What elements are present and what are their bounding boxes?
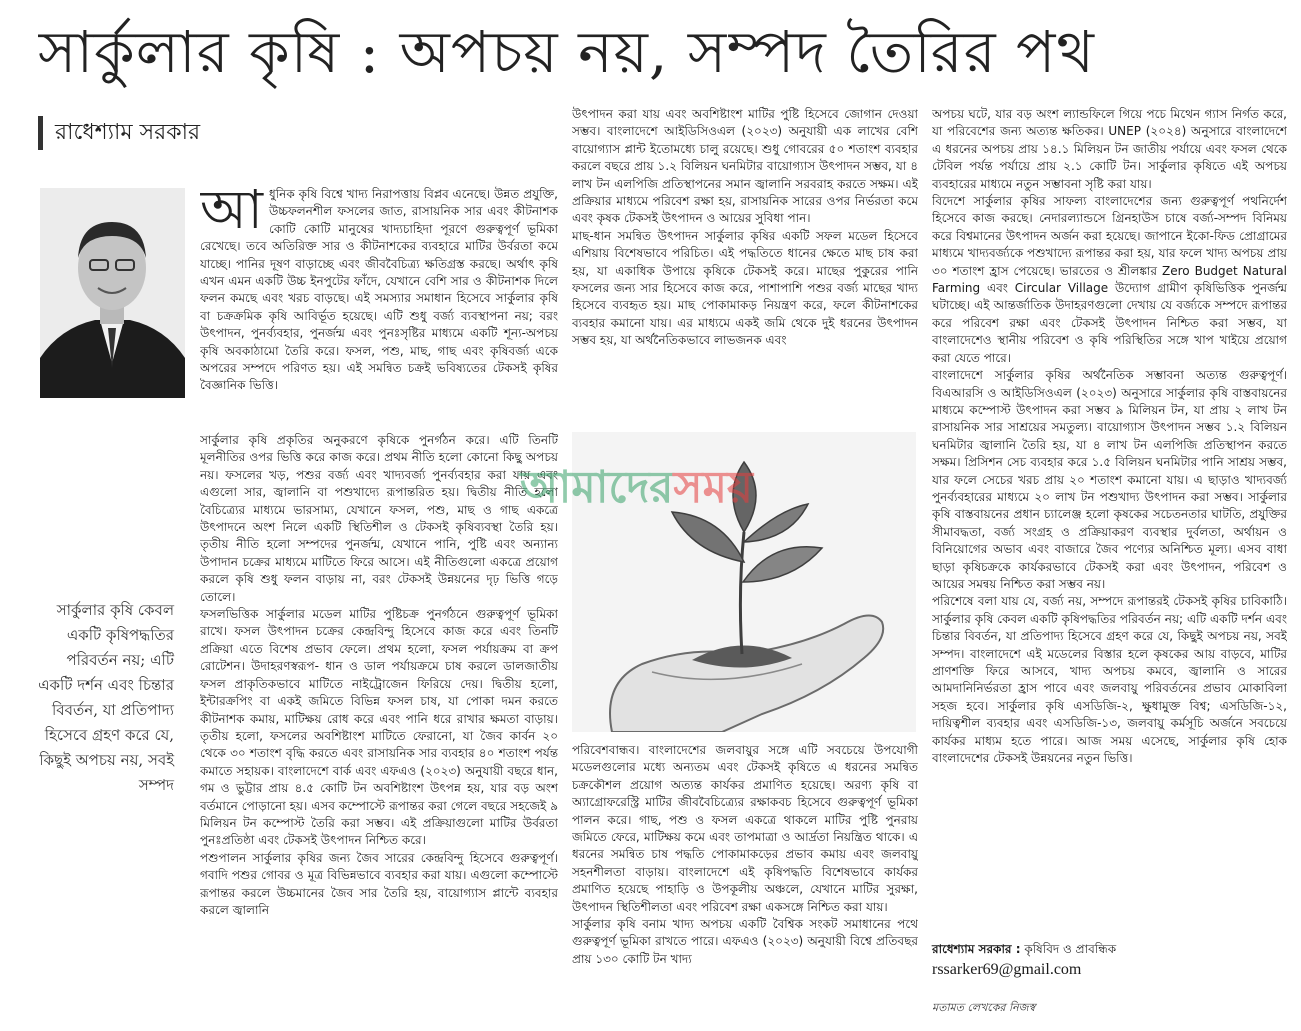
seedling-icon [572,432,916,732]
article-column-3 [932,106,1287,926]
author-photo [40,188,185,398]
hand-holding-seedling-illustration [572,432,916,732]
body-paragraph: বিদেশে সার্কুলার কৃষির সাফল্য বাংলাদেশের জন্য গুরুত্বপূর্ণ পথনির্দেশ হিসেবে কাজ করছে। নেদারল্যান্ডসে গ্রিনহাউস চাষে বর্জ্য-সম্পদ বিনিময় করে বিশ্বমানের উৎপাদন অর্জন করা হয়েছে। জাপানে ইকো-ফিড প্রোগ্রামের মাধ্যমে খাদ্যবর্জ্যকে পশুখাদ্যে রূপান্তর করা হয়, যার ফলে খাদ্য অপচয় প্রায় ৩০ শতাংশ হ্রাস পেয়েছে। ভারতের ও শ্রীলঙ্কার Zero Budget Natural Farming এবং Circular Village উদ্যোগ গ্রামীণ কৃষিভিত্তিক পুনর্জন্ম ঘটাচ্ছে। এই আন্তর্জাতিক উদাহরণগুলো দেখায় যে বর্জ্যকে সম্পদে রূপান্তর করে পরিবেশ রক্ষা এবং টেকসই উৎপাদন নিশ্চিত করা সম্ভব, যা বাংলাদেশেও স্থানীয় পরিবেশ ও কৃষি পরিস্থিতির সঙ্গে খাপ খাইয়ে প্রয়োগ করা যেতে পারে। [932,194,1287,365]
body-paragraph: বাংলাদেশে সার্কুলার কৃষির অর্থনৈতিক সম্ভাবনা অত্যন্ত গুরুত্বপূর্ণ। বিএআরসি ও আইডিসিওএল (২০২৩) অনুসারে সার্কুলার কৃষি বাস্তবায়নের মাধ্যমে কম্পোস্ট উৎপাদন করা সম্ভব ৯ মিলিয়ন টন, যা প্রায় ২ লাখ টন রাসায়নিক সার সাশ্রয়ের সমতুল্য। বায়োগ্যাস উৎপাদন সম্ভব ১.২ বিলিয়ন ঘনমিটার জ্বালানি তৈরি হয়, যা ৪ লাখ টন এলপিজি প্রতিস্থাপন করতে সক্ষম। প্রিসিশন সেচ ব্যবহার করে ১.৫ বিলিয়ন ঘনমিটার পানি সাশ্রয় সম্ভব, যার ফলে সেচের খরচ প্রায় ২০ শতাংশ কমানো যায়। এ ছাড়াও খাদ্যবর্জ্য পুনর্ব্যবহারের মাধ্যমে ২০ লাখ টন পশুখাদ্য উৎপাদন করা সম্ভব। সার্কুলার কৃষি বাস্তবায়নের প্রধান চ্যালেঞ্জ হলো কৃষকের সচেতনতার ঘাটতি, প্রযুক্তির সীমাবদ্ধতা, বর্জ্য সংগ্রহ ও প্রক্রিয়াকরণ ব্যবস্থার দুর্বলতা, অর্থায়ন ও বিনিয়োগের অভাব এবং বাজারে জৈব পণ্যের অনিশ্চিত মূল্য। এসব বাধা ছাড়া কৃষিচক্রকে কার্যকরভাবে টেকসই করা এবং উৎপাদন, পরিবেশ ও আয়ের সমন্বয় নিশ্চিত করা সম্ভব নয়। [932,368,1287,591]
article-column-1-bottom [200,432,558,1026]
author-byline: রাধেশ্যাম সরকার [38,116,200,150]
body-paragraph: ফসলভিত্তিক সার্কুলার মডেল মাটির পুষ্টিচক্র পুনর্গঠনে গুরুত্বপূর্ণ ভূমিকা রাখে। ফসল উৎপাদন চক্রের কেন্দ্রবিন্দু হিসেবে কাজ করে এবং তিনটি প্রক্রিয়া এতে বিশেষ প্রভাব ফেলে। প্রথম হলো, ফসল পর্যায়ক্রম বা ক্রপ রোটেশন। উদাহরণস্বরূপ- ধান ও ডাল পর্যায়ক্রমে চাষ করলে ডালজাতীয় ফসল প্রাকৃতিকভাবে মাটিতে নাইট্রোজেন ফিরিয়ে দেয়। দ্বিতীয় হলো, ইন্টারক্রপিং বা একই জমিতে বিভিন্ন ফসল চাষ, যা পোকা দমন করতে কীটনাশক কমায়, মাটিক্ষয় রোধ করে এবং পানি ধরে রাখার ক্ষমতা বাড়ায়। তৃতীয় হলো, ফসলের অবশিষ্টাংশ মাটিতে ফেরানো, যা জৈব কার্বন ২০ থেকে ৩০ শতাংশ বৃদ্ধি করতে এবং রাসায়নিক সার ব্যবহার ৪০ শতাংশ পর্যন্ত কমাতে সহায়ক। বাংলাদেশে বার্ক এবং এফএও (২০২৩) অনুযায়ী বছরে ধান, গম ও ভুট্টার প্রায় ৪.৫ কোটি টন অবশিষ্টাংশ উৎপন্ন হয়, যার বড় অংশ বর্তমানে পোড়ানো হয়। এসব কম্পোস্টে রূপান্তর করা গেলে বছরে সহজেই ৯ মিলিয়ন টন কম্পোস্ট তৈরি করা সম্ভব। এই প্রক্রিয়াগুলো মাটির উর্বরতা পুনঃপ্রতিষ্ঠা এবং টেকসই উৎপাদন নিশ্চিত করে। [200,607,558,848]
drop-cap: আ [200,186,263,241]
article-title: সার্কুলার কৃষি : অপচয় নয়, সম্পদ তৈরির পথ [38,18,1095,86]
article-column-2-bottom [572,742,918,1028]
pull-quote: সার্কুলার কৃষি কেবল একটি কৃষিপদ্ধতির পরিবর্তন নয়; এটি একটি দর্শন এবং চিন্তার বিবর্তন, যা প্রতিপাদ্য হিসেবে গ্রহণ করে যে, কিছুই অপচয় নয়, সবই সম্পদ [38,601,174,794]
body-paragraph: সার্কুলার কৃষি প্রকৃতির অনুকরণে কৃষিকে পুনর্গঠন করে। এটি তিনটি মূলনীতির ওপর ভিত্তি করে কাজ করে। প্রথম নীতি হলো কোনো কিছু অপচয় নয়। ফসলের খড়, পশুর বর্জ্য এবং খাদ্যবর্জ্য পুনর্ব্যবহার করা যায় এবং এগুলো সার, জ্বালানি বা পশুখাদ্যে রূপান্তরিত হয়। দ্বিতীয় নীতি হলো বৈচিত্র্যের মাধ্যমে ভারসাম্য, যেখানে ফসল, পশু, মাছ ও গাছ একত্রে উৎপাদনে অংশ নিলে একটি স্থিতিশীল ও টেকসই কৃষিব্যবস্থা তৈরি হয়। তৃতীয় নীতি হলো সম্পদের পুনর্জন্ম, যেখানে পানি, পুষ্টি এবং অন্যান্য উপাদান চক্রের মাধ্যমে মাটিতে ফিরে আসে। এই নীতিগুলো একত্রে প্রয়োগ করলে কৃষি শুধু ফলন বাড়ায় না, বরং টেকসই উন্নয়নের দৃঢ় ভিত্তি গড়ে তোলে। [200,433,558,604]
article-column-2-top [572,106,918,414]
author-credit-name: রাধেশ্যাম সরকার : [932,942,1021,956]
author-portrait-image [40,188,185,398]
author-email: rssarker69@gmail.com [932,961,1082,978]
body-paragraph: পরিশেষে বলা যায় যে, বর্জ্য নয়, সম্পদে রূপান্তরই টেকসই কৃষির চাবিকাঠি। সার্কুলার কৃষি কেবল একটি কৃষিপদ্ধতির পরিবর্তন নয়; এটি একটি দর্শন এবং চিন্তার বিবর্তন, যা প্রতিপাদ্য হিসেবে গ্রহণ করে যে, কিছুই অপচয় নয়, সবই সম্পদ। বাংলাদেশে এই মডেলের বিস্তার হলে কৃষকের আয় বাড়বে, মাটির প্রাণশক্তি ফিরে আসবে, খাদ্য অপচয় কমবে, জ্বালানি ও সারের আমদানিনির্ভরতা হ্রাস পাবে এবং জলবায়ু পরিবর্তনের প্রভাব মোকাবিলা সহজ হবে। সার্কুলার কৃষি এসডিজি-২, ক্ষুধামুক্ত বিশ্ব; এসডিজি-১২, দায়িত্বশীল ব্যবহার এবং এসডিজি-১৩, জলবায়ু কর্মসূচি অর্জনে সবচেয়ে কার্যকর মাধ্যম হতে পারে। আজ সময় এসেছে, সার্কুলার কৃষি হোক বাংলাদেশের টেকসই উন্নয়নের নতুন ভিত্তি। [932,594,1287,766]
author-credit-role: কৃষিবিদ ও প্রাবন্ধিক [1020,942,1117,956]
body-paragraph: উৎপাদন করা যায় এবং অবশিষ্টাংশ মাটির পুষ্টি হিসেবে জোগান দেওয়া সম্ভব। বাংলাদেশে আইডিসিওএল (২০২৩) অনুযায়ী এক লাখের বেশি বায়োগ্যাস প্লান্ট ইতোমধ্যে চালু রয়েছে। শুধু গোবরের ৫০ শতাংশ ব্যবহার করলে বছরে প্রায় ১.২ বিলিয়ন ঘনমিটার বায়োগ্যাস উৎপাদন সম্ভব, যা ৪ লাখ টন এলপিজি প্রতিস্থাপনের সমান জ্বালানি সরবরাহ করতে সক্ষম। এই প্রক্রিয়ার মাধ্যমে পরিবেশ রক্ষা হয়, রাসায়নিক সারের ওপর নির্ভরতা কমে এবং কৃষক টেকসই উৎপাদন ও আয়ের সুবিধা পান। [572,107,918,226]
article-column-1-top [200,186,558,432]
body-paragraph: অপচয় ঘটে, যার বড় অংশ ল্যান্ডফিলে গিয়ে পচে মিথেন গ্যাস নির্গত করে, যা পরিবেশের জন্য অত্যন্ত ক্ষতিকর। UNEP (২০২৪) অনুসারে বাংলাদেশে এ ধরনের অপচয় প্রায় ১৪.১ মিলিয়ন টন জাতীয় পর্যায়ে এবং ফসল থেকে টেবিল পর্যন্ত পর্যায়ে প্রায় ২.১ কোটি টন। সার্কুলার কৃষিতে এই অপচয় ব্যবহারের মাধ্যমে নতুন সম্ভাবনা সৃষ্টি করা যায়। [932,107,1287,191]
intro-paragraph: ধুনিক কৃষি বিশ্বে খাদ্য নিরাপত্তায় বিপ্লব এনেছে। উন্নত প্রযুক্তি, উচ্চফলনশীল ফসলের জাত, রাসায়নিক সার এবং কীটনাশক কোটি কোটি মানুষের খাদ্যচাহিদা পূরণে গুরুত্বপূর্ণ ভূমিকা রেখেছে। তবে অতিরিক্ত সার ও কীটনাশকের ব্যবহারে মাটির উর্বরতা কমে যাচ্ছে। পানির দূষণ বাড়াচ্ছে এবং জীববৈচিত্র্য ক্ষতিগ্রস্ত করছে। অর্থাৎ কৃষি এখন এমন একটি উচ্চ ইনপুটের ফাঁদে, যেখানে বেশি সার ও কীটনাশক দিলে ফলন কমছে এবং খরচ বাড়ছে। এই সমস্যার সমাধান হিসেবে সার্কুলার কৃষি বা চক্রক্রমিক কৃষি আবির্ভূত হয়েছে। এটি শুধু বর্জ্য ব্যবস্থাপনা নয়; বরং উৎপাদন, পুনর্ব্যবহার, পুনর্জন্ম এবং পুনঃসৃষ্টির মাধ্যমে একটি শূন্য-অপচয় কৃষি অবকাঠামো তৈরি করে। ফসল, পশু, মাছ, গাছ এবং কৃষিবর্জ্য একে অপরের সম্পদে পরিণত হয়। এই সমন্বিত চক্রই ভবিষ্যতের টেকসই কৃষির বৈজ্ঞানিক ভিত্তি। [200,187,558,393]
opinion-disclaimer: মতামত লেখকের নিজস্ব [932,1001,1036,1014]
watermark-part-green: আমাদের [520,462,674,513]
body-paragraph: সার্কুলার কৃষি বনাম খাদ্য অপচয় একটি বৈশ্বিক সংকট সমাধানের পথে গুরুত্বপূর্ণ ভূমিকা রাখতে পারে। এফএও (২০২৩) অনুযায়ী বিশ্বে প্রতিবছর প্রায় ১৩০ কোটি টন খাদ্য [572,917,918,966]
watermark-part-red: সময় [673,462,753,513]
body-paragraph: পশুপালন সার্কুলার কৃষির জন্য জৈব সারের কেন্দ্রবিন্দু হিসেবে গুরুত্বপূর্ণ। গবাদি পশুর গোবর ও মূত্র বিভিন্নভাবে ব্যবহার করা যায়। এগুলো কম্পোস্টে রূপান্তর করলে উচ্চমানের জৈব সার তৈরি হয়, বায়োগ্যাস প্লান্টে ব্যবহার করলে জ্বালানি [200,850,558,917]
body-paragraph: মাছ-ধান সমন্বিত উৎপাদন সার্কুলার কৃষির একটি সফল মডেল হিসেবে এশিয়ায় বিশেষভাবে পরিচিত। এই পদ্ধতিতে ধানের ক্ষেতে মাছ চাষ করা হয়, যা একাধিক উপায়ে কৃষিকে টেকসই করে। মাছের পুকুরের পানি ফসলের জন্য সার হিসেবে কাজ করে, পাশাপাশি পশুর বর্জ্য মাছের খাদ্য হিসেবে ব্যবহৃত হয়। মাছ পোকামাকড় নিয়ন্ত্রণ করে, ফলে কীটনাশকের ব্যবহার কমানো যায়। এর মাধ্যমে একই জমি থেকে দুই ধরনের উৎপাদন সম্ভব হয়, যা অর্থনৈতিকভাবে লাভজনক এবং [572,228,918,348]
body-paragraph: পরিবেশবান্ধব। বাংলাদেশের জলবায়ুর সঙ্গে এটি সবচেয়ে উপযোগী মডেলগুলোর মধ্যে অন্যতম এবং টেকসই কৃষিতে এ ধরনের সমন্বিত চক্রকৌশল প্রয়োগ অত্যন্ত কার্যকর প্রমাণিত হয়েছে। অরণ্য কৃষি বা অ্যাগ্রোফরেস্ট্রি মাটির জীববৈচিত্র্যের রক্ষাকবচ হিসেবে গুরুত্বপূর্ণ ভূমিকা পালন করে। গাছ, পশু ও ফসল একত্রে থাকলে মাটির পুষ্টি পুনরায় জমিতে ফেরে, মাটিক্ষয় কমে এবং তাপমাত্রা ও আর্দ্রতা নিয়ন্ত্রিত থাকে। এ ধরনের সমন্বিত চাষ পদ্ধতি পোকামাকড়ের প্রভাব কমায় এবং জলবায়ু সহনশীলতা বাড়ায়। বাংলাদেশে এই কৃষিপদ্ধতি বিশেষভাবে কার্যকর প্রমাণিত হয়েছে পাহাড়ি ও উপকূলীয় অঞ্চলে, যেখানে মাটির সুরক্ষা, উৎপাদন স্থিতিশীলতা এবং পরিবেশ রক্ষা একসঙ্গে নিশ্চিত করা যায়। [572,743,918,914]
author-credit [932,940,1287,958]
